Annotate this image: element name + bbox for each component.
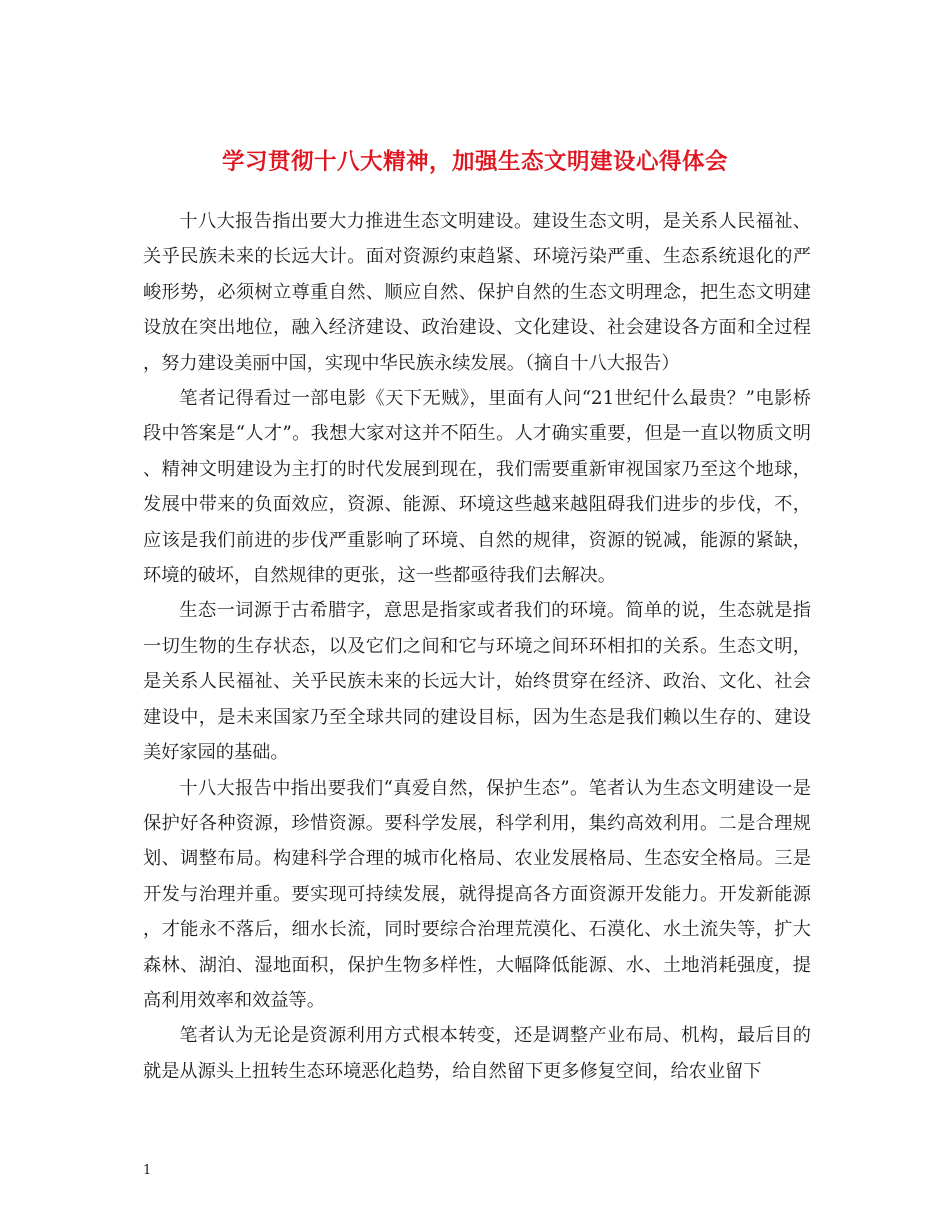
paragraph-2: 笔者记得看过一部电影《天下无贼》，里面有人问“21世纪什么最贵？”电影桥段中答案是“人才”。我想大家对这并不陌生。人才确实重要，但是一直以物质文明、精神文明建设为主打的时代发展到现在，我们需要重新审视国家乃至这个地球，发展中带来的负面效应，资源、能源、环境这些越来越阻碍我们进步的步伐，不，应该是我们前进的步伐严重影响了环境、自然的规律，资源的锐减，能源的紧缺，环境的破坏，自然规律的更张，这一些都亟待我们去解决。: [143, 388, 811, 587]
paragraph-1: 十八大报告指出要大力推进生态文明建设。建设生态文明，是关系人民福祉、关乎民族未来的长远大计。面对资源约束趋紧、环境污染严重、生态系统退化的严峻形势，必须树立尊重自然、顺应自然、保护自然的生态文明理念，把生态文明建设放在突出地位，融入经济建设、政治建设、文化建设、社会建设各方面和全过程，努力建设美丽中国，实现中华民族永续发展。（摘自十八大报告）: [143, 211, 811, 374]
page-number: 1: [143, 1163, 152, 1178]
paragraph-4: 十八大报告中指出要我们“真爱自然，保护生态”。笔者认为生态文明建设一是保护好各种资源，珍惜资源。要科学发展，科学利用，集约高效利用。二是合理规划、调整布局。构建科学合理的城市化格局、农业发展格局、生态安全格局。三是开发与治理并重。要实现可持续发展，就得提高各方面资源开发能力。开发新能源，才能永不落后，细水长流，同时要综合治理荒漠化、石漠化、水土流失等，扩大森林、湖泊、湿地面积，保护生物多样性，大幅降低能源、水、土地消耗强度，提高利用效率和效益等。: [143, 777, 811, 1011]
document-title: 学习贯彻十八大精神，加强生态文明建设心得体会: [221, 149, 728, 176]
paragraph-3: 生态一词源于古希腊字，意思是指家或者我们的环境。简单的说，生态就是指一切生物的生存状态，以及它们之间和它与环境之间环环相扣的关系。生态文明，是关系人民福祉、关乎民族未来的长远大计，始终贯穿在经济、政治、文化、社会建设中，是未来国家乃至全球共同的建设目标，因为生态是我们赖以生存的、建设美好家园的基础。: [143, 600, 811, 764]
document-body: [143, 204, 811, 1089]
paragraph-5: 笔者认为无论是资源利用方式根本转变，还是调整产业布局、机构，最后目的就是从源头上扭转生态环境恶化趋势，给自然留下更多修复空间，给农业留下: [143, 1025, 811, 1082]
